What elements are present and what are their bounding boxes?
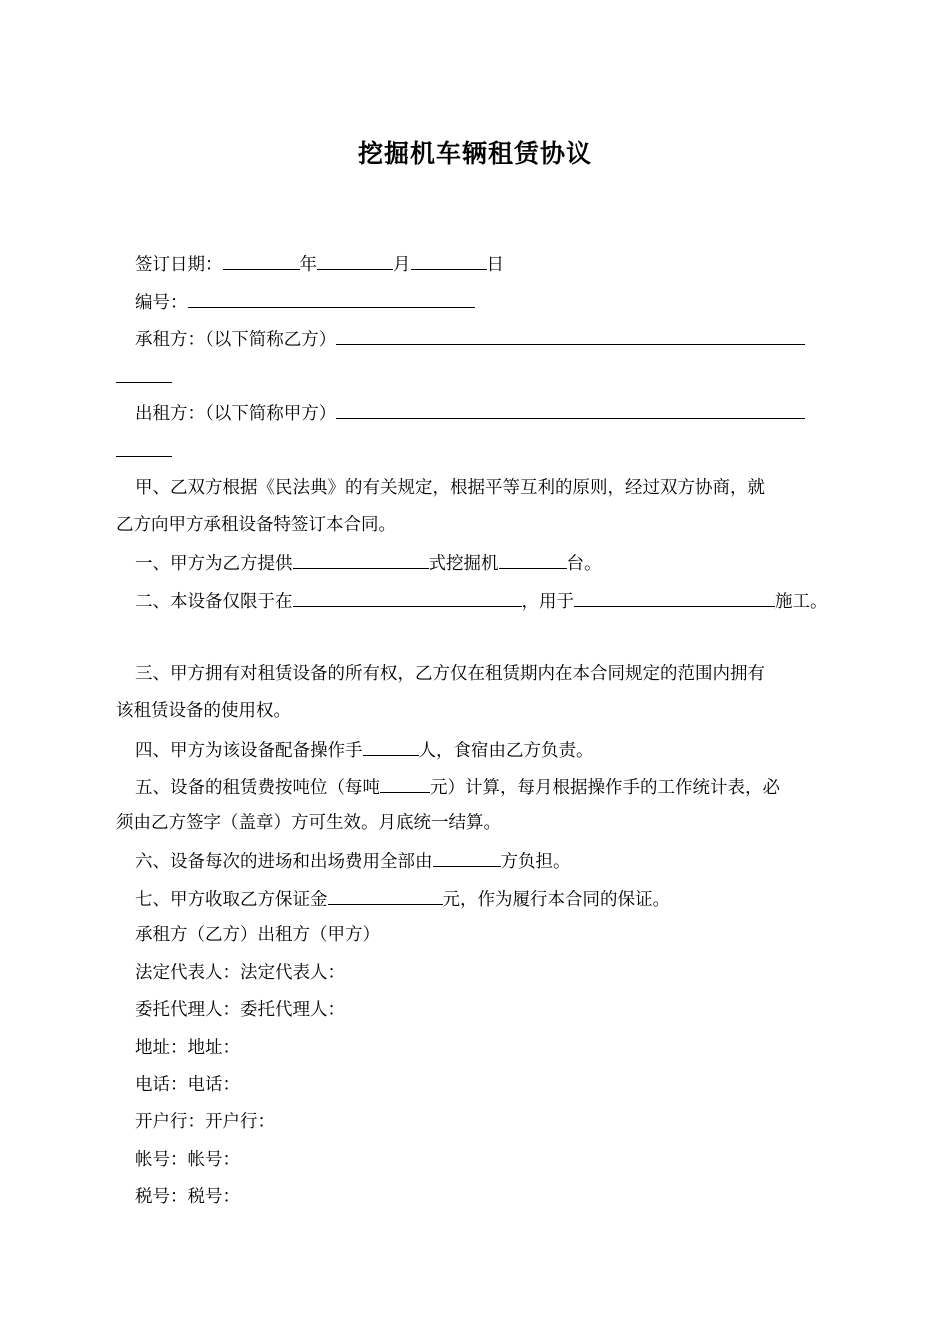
signature-parties: 承租方（乙方）出租方（甲方） bbox=[135, 925, 380, 945]
signature-tax-id: 税号：税号： bbox=[135, 1187, 240, 1207]
intro-line-2: 乙方向甲方承租设备特签订本合同。 bbox=[116, 515, 396, 535]
quantity-blank bbox=[499, 550, 567, 569]
clause-2-text-b: ，用于 bbox=[521, 592, 574, 612]
clause-2-text-c: 施工。 bbox=[775, 592, 828, 612]
clause-4-text-b: 人，食宿由乙方负责。 bbox=[418, 741, 594, 761]
clause-7-text-a: 七、甲方收取乙方保证金 bbox=[135, 890, 328, 910]
lessor-line bbox=[135, 400, 805, 426]
price-per-ton-blank bbox=[380, 774, 430, 793]
lessor-line-continued bbox=[116, 438, 172, 464]
clause-3-line-1: 三、甲方拥有对租赁设备的所有权，乙方仅在租赁期内在本合同规定的范围内拥有 bbox=[135, 664, 765, 684]
clause-1-text-b: 式挖掘机 bbox=[428, 554, 499, 574]
day-label: 日 bbox=[486, 255, 504, 275]
signature-agent: 委托代理人：委托代理人： bbox=[135, 1000, 345, 1020]
lessor-blank bbox=[336, 400, 805, 419]
clause-5-text-b: 元）计算，每月根据操作手的工作统计表，必 bbox=[430, 778, 780, 798]
lessee-line-continued bbox=[116, 364, 172, 390]
clause-6-text-a: 六、设备每次的进场和出场费用全部由 bbox=[135, 852, 433, 872]
clause-4-text-a: 四、甲方为该设备配备操作手 bbox=[135, 741, 363, 761]
signature-address: 地址：地址： bbox=[135, 1038, 240, 1058]
clause-3-line-2: 该租赁设备的使用权。 bbox=[116, 701, 291, 721]
year-label: 年 bbox=[299, 255, 317, 275]
signature-bank: 开户行：开户行： bbox=[135, 1112, 275, 1132]
serial-blank bbox=[188, 289, 475, 308]
sign-date-label: 签订日期： bbox=[135, 255, 223, 275]
clause-1-text-c: 台。 bbox=[566, 554, 602, 574]
clause-7 bbox=[135, 886, 670, 912]
day-blank bbox=[411, 251, 487, 270]
location-blank bbox=[293, 588, 522, 607]
clause-2-text-a: 二、本设备仅限于在 bbox=[135, 592, 293, 612]
clause-5-line-1 bbox=[135, 774, 780, 800]
clause-6-text-b: 方负担。 bbox=[500, 852, 571, 872]
signature-account: 帐号：帐号： bbox=[135, 1150, 240, 1170]
clause-6 bbox=[135, 848, 571, 874]
clause-1 bbox=[135, 550, 602, 576]
sign-date-line bbox=[135, 251, 504, 277]
clause-1-text-a: 一、甲方为乙方提供 bbox=[135, 554, 293, 574]
clause-4 bbox=[135, 737, 594, 763]
month-label: 月 bbox=[393, 255, 411, 275]
year-blank bbox=[223, 251, 300, 270]
model-blank bbox=[293, 550, 429, 569]
signature-legal-rep: 法定代表人：法定代表人： bbox=[135, 963, 345, 983]
intro-line-1: 甲、乙双方根据《民法典》的有关规定，根据平等互利的原则，经过双方协商，就 bbox=[135, 478, 765, 498]
lessee-label: 承租方：（以下简称乙方） bbox=[135, 330, 337, 350]
lessor-blank-continued bbox=[116, 438, 172, 457]
serial-line bbox=[135, 289, 475, 315]
lessor-label: 出租方：（以下简称甲方） bbox=[135, 404, 337, 424]
operator-count-blank bbox=[363, 737, 419, 756]
clause-2 bbox=[135, 588, 828, 614]
clause-5-text-a: 五、设备的租赁费按吨位（每吨 bbox=[135, 778, 380, 798]
lessee-blank-continued bbox=[116, 364, 172, 383]
clause-5-line-2: 须由乙方签字（盖章）方可生效。月底统一结算。 bbox=[116, 813, 501, 833]
document-title: 挖掘机车辆租赁协议 bbox=[357, 139, 592, 168]
deposit-blank bbox=[328, 886, 443, 905]
signature-phone: 电话：电话： bbox=[135, 1075, 240, 1095]
purpose-blank bbox=[574, 588, 775, 607]
fee-payer-blank bbox=[433, 848, 501, 867]
serial-label: 编号： bbox=[135, 293, 188, 313]
lessee-blank bbox=[336, 326, 805, 345]
clause-7-text-b: 元，作为履行本合同的保证。 bbox=[442, 890, 670, 910]
month-blank bbox=[317, 251, 393, 270]
lessee-line bbox=[135, 326, 805, 352]
